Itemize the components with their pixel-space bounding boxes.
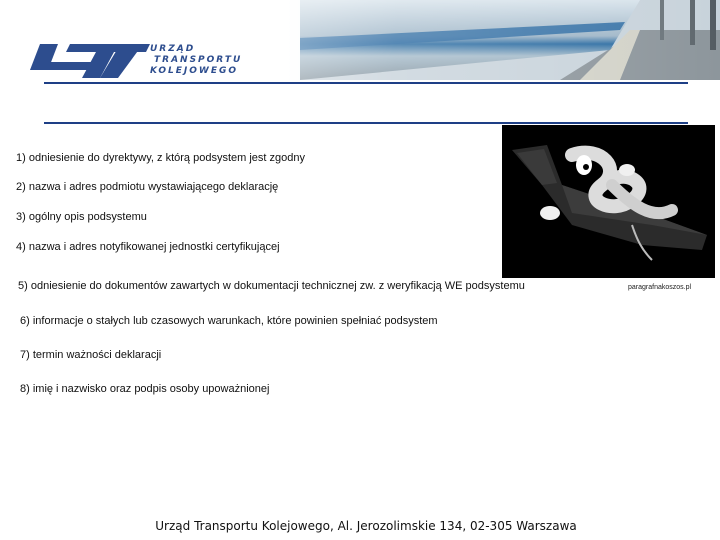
title-divider bbox=[44, 122, 688, 124]
logo-wordmark bbox=[150, 44, 242, 77]
list-item: 5) odniesienie do dokumentów zawartych w dokumentacji technicznej zw. z weryfikacją WE podsystemu bbox=[18, 280, 525, 292]
list-item: 6) informacje o stałych lub czasowych warunkach, które powinien spełniać podsystem bbox=[20, 315, 438, 327]
list-item: 1) odniesienie do dyrektywy, z którą podsystem jest zgodny bbox=[16, 152, 305, 164]
list-item: 7) termin ważności deklaracji bbox=[20, 349, 162, 361]
logo-line-2: TRANSPORTU bbox=[154, 55, 243, 65]
logo-line-1: URZĄD bbox=[150, 44, 196, 54]
header-banner bbox=[0, 0, 720, 80]
image-credit: paragrafnakoszos.pl bbox=[628, 284, 692, 291]
header-divider bbox=[44, 82, 688, 84]
train-photo bbox=[0, 0, 720, 80]
list-item: 3) ogólny opis podsystemu bbox=[16, 211, 147, 223]
footer-address: Urząd Transportu Kolejowego, Al. Jerozolimskie 134, 02-305 Warszawa bbox=[155, 519, 577, 533]
cartoon-image bbox=[502, 125, 715, 278]
logo-line-3: KOLEJOWEGO bbox=[150, 66, 239, 76]
list-item: 4) nazwa i adres notyfikowanej jednostki certyfikującej bbox=[16, 241, 280, 253]
list-item: 8) imię i nazwisko oraz podpis osoby upoważnionej bbox=[20, 383, 270, 395]
list-item: 2) nazwa i adres podmiotu wystawiającego deklarację bbox=[16, 181, 279, 193]
